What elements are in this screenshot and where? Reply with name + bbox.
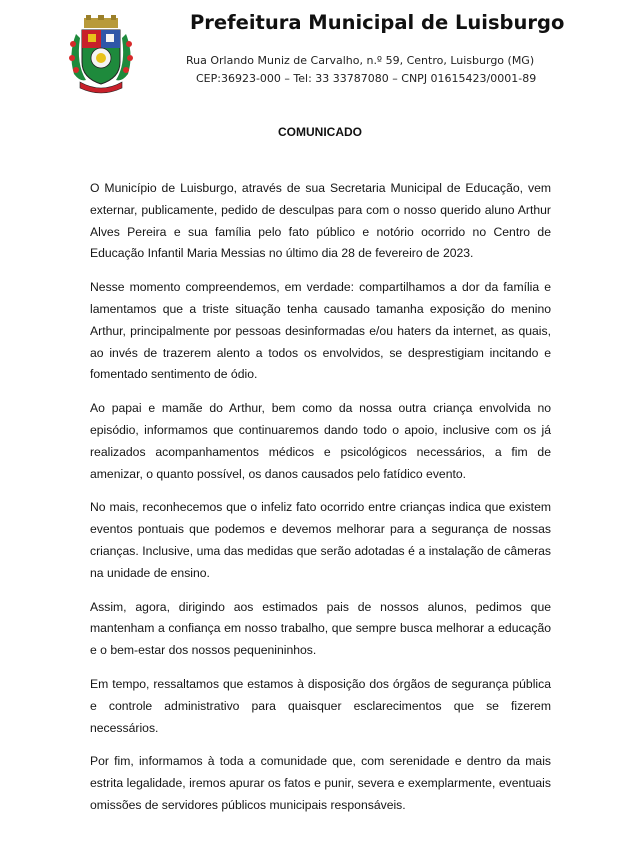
paragraph: Nesse momento compreendemos, em verdade: compartilhamos a dor da família e lamentamos que a triste situação tenha causado tamanha exposição do menino Arthur, principalmente por pessoas desinformadas e/ou haters da internet, as quais, ao invés de trazerem alento a todos os envolvidos, se desprestigiam incitando e fomentado sentimento de ódio. [90,280,551,382]
letterhead [0,0,640,100]
page-title: Prefeitura Municipal de Luisburgo [190,11,565,34]
paragraph: No mais, reconhecemos que o infeliz fato ocorrido entre crianças indica que existem eventos pontuais que podemos e devemos melhorar para a segurança de nossas crianças. Inclusive, uma das medidas que serão adotadas é a instalação de câmeras na unidade de ensino. [90,500,551,580]
contact-line: CEP:36923-000 – Tel: 33 33787080 – CNPJ 01615423/0001-89 [196,72,537,85]
paragraph: Em tempo, ressaltamos que estamos à disposição dos órgãos de segurança pública e controle administrativo para quaisquer esclarecimentos que se fizerem necessários. [90,676,551,735]
document-heading: COMUNICADO [278,125,362,139]
paragraph: Assim, agora, dirigindo aos estimados pais de nossos alunos, pedimos que mantenham a confiança em nosso trabalho, que sempre busca melhorar a educação e o bem-estar dos nossos pequenininhos. [90,599,551,658]
paragraph: Ao papai e mamãe do Arthur, bem como da nossa outra criança envolvida no episódio, informamos que continuaremos dando todo o apoio, inclusive com os já realizados acompanhamentos médicos e psicológicos necessários, a fim de amenizar, o quanto possível, os danos causados pelo fatídico evento. [90,401,551,481]
document-body [90,178,551,829]
paragraph: Por fim, informamos à toda a comunidade que, com serenidade e dentro da mais estrita legalidade, iremos apurar os fatos e punir, severa e exemplarmente, eventuais omissões de servidores públicos municipais responsáveis. [90,754,551,812]
coat-of-arms-icon [66,14,136,94]
address-line: Rua Orlando Muniz de Carvalho, n.º 59, Centro, Luisburgo (MG) [186,54,535,67]
paragraph: O Município de Luisburgo, através de sua Secretaria Municipal de Educação, vem externar, publicamente, pedido de desculpas para com o nosso querido aluno Arthur Alves Pereira e sua família pelo fato público e notório ocorrido no Centro de Educação Infantil Maria Messias no último dia 28 de fevereiro de 2023. [90,181,551,261]
